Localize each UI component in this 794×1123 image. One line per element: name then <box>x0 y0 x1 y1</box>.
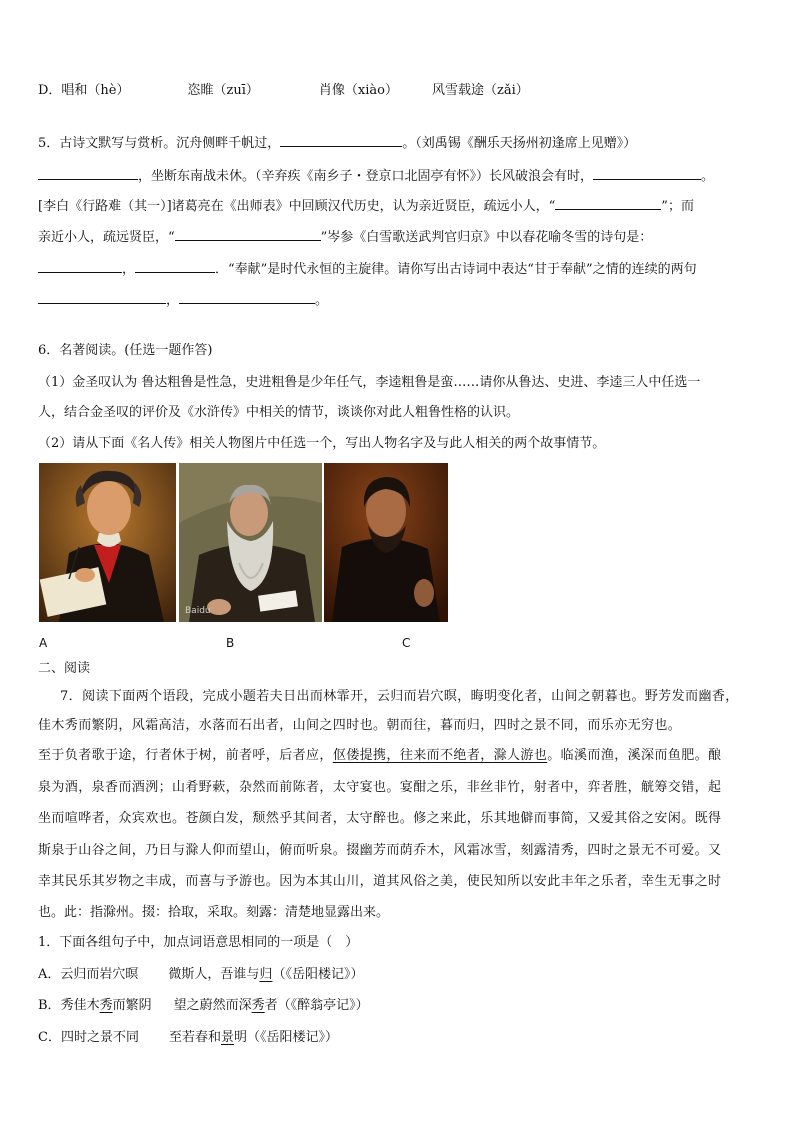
portrait-b-image <box>179 463 322 622</box>
answer-blank[interactable] <box>175 227 321 241</box>
q6-part1-line1: （1）金圣叹认为 鲁达粗鲁是性急，史进粗鲁是少年任气，李逵粗鲁是蛮……请你从鲁达、史进、李逵三人中任选一 <box>38 375 701 390</box>
portrait-b-label: B <box>226 636 235 650</box>
q7-line-1: 7．阅读下面两个语段，完成小题若夫日出而林霏开，云归而岩穴暝，晦明变化者，山间之朝暮也。野芳发而幽香， <box>60 689 739 704</box>
word-fengxue: 风雪载途（zǎi） <box>431 83 529 98</box>
q7-line-2: 佳木秀而繁阴，风霜高洁，水落而石出者，山间之四时也。朝而往，暮而归，四时之景不同，而乐亦无穷也。 <box>38 718 682 733</box>
option-text: 微斯人，吾谁与 <box>168 967 260 982</box>
q5-line-5 <box>38 259 697 280</box>
q5-text: ”岑参《白雪歌送武判官归京》中以春花喻冬雪的诗句是： <box>320 230 653 245</box>
portrait-a-label: A <box>39 636 48 650</box>
q5-text: ，坐断东南战未休。（辛弃疾《南乡子・登京口北固亭有怀》）长风破浪会有时， <box>138 169 594 184</box>
q7-line-6: 斯泉于山谷之间，乃日与滁人仰而望山，俯而听泉。掇幽芳而荫乔木，风霜冰雪，刻露清秀，四时之景无不可爱。又 <box>38 843 722 858</box>
q7-text: 至于负者歌于途，行者休于树，前者呼，后者应， <box>38 748 333 763</box>
q5-line-2 <box>38 166 714 187</box>
q5-line-4 <box>38 227 652 248</box>
option-text: 望之蔚然而深 <box>173 998 252 1013</box>
dotted-word: 秀 <box>99 998 113 1013</box>
portrait-c-image <box>324 463 448 622</box>
dotted-word: 秀 <box>251 998 265 1013</box>
q6-title: 6．名著阅读。(任选一题作答) <box>38 343 213 358</box>
q7-line-5: 坐而喧哗者，众宾欢也。苍颜白发，颓然乎其间者，太守醉也。修之来此，乐其地僻而事简，又爱其俗之安闲。既得 <box>38 811 722 826</box>
q5-line-1 <box>38 133 636 154</box>
q7-line-8: 也。此：指滁州。掇：拾取，采取。刻露：清楚地显露出来。 <box>38 905 390 920</box>
q6-part1-line2: 人，结合金圣叹的评价及《水浒传》中相关的情节，谈谈你对此人粗鲁性格的认识。 <box>38 405 520 420</box>
option-text: 四时之景不同 <box>60 1030 139 1045</box>
answer-blank[interactable] <box>179 290 315 304</box>
option-letter: C． <box>38 1030 61 1045</box>
q5-text: ， <box>166 293 180 308</box>
section-reading-title: 二、阅读 <box>38 661 91 676</box>
beethoven-portrait <box>39 463 176 622</box>
q5-line-6 <box>38 290 328 311</box>
option-text: 云归而岩穴暝 <box>60 967 139 982</box>
option-source: 明（《岳阳楼记》） <box>234 1030 339 1045</box>
q5-text: ”；而 <box>661 199 694 214</box>
option-text: 而繁阴 <box>112 998 152 1013</box>
dotted-word: 归 <box>259 967 273 982</box>
q5-text: [李白《行路难（其一）]诸葛亮在《出师表》中回顾汉代历史，认为亲近贤臣，疏远小人，“ <box>38 199 556 214</box>
q1-stem: 1．下面各组句子中，加点词语意思相同的一项是（ ） <box>38 935 359 950</box>
answer-blank[interactable] <box>280 133 402 147</box>
michelangelo-portrait <box>324 463 448 622</box>
q7-line-7: 幸其民乐其岁物之丰成，而喜与予游也。因为本其山川，道其风俗之美，使民知所以安此丰年之乐者，幸生无事之时 <box>38 874 722 889</box>
option-letter: A． <box>38 967 61 982</box>
q7-text: 。临溪而渔，溪深而鱼肥。酿 <box>547 748 722 763</box>
q7-underlined-phrase: 伛偻提携，往来而不绝者，滁人游也 <box>332 748 548 763</box>
portrait-a-image <box>39 463 176 622</box>
word-zisui: 恣睢（zuī） <box>187 83 259 98</box>
answer-blank[interactable] <box>38 166 138 180</box>
portrait-c-label: C <box>402 636 411 650</box>
q4-option-d <box>38 81 529 101</box>
word-xiaoxiang: 肖像（xiào） <box>318 83 398 98</box>
q5-text: 。 <box>315 293 329 308</box>
option-d-label: D．唱和（hè） <box>38 83 130 98</box>
watermark-text: Baidu <box>185 606 211 616</box>
tolstoy-portrait <box>179 463 322 622</box>
q5-text: 5．古诗文默写与赏析。沉舟侧畔千帆过， <box>38 136 281 151</box>
option-source: （《岳阳楼记》） <box>272 967 364 982</box>
q5-text: 。 <box>701 169 715 184</box>
q7-line-4: 泉为酒，泉香而酒洌；山肴野蔌，杂然而前陈者，太守宴也。宴酣之乐，非丝非竹，射者中，弈者胜，觥筹交错，起 <box>38 780 722 795</box>
q5-line-3 <box>38 196 694 217</box>
answer-blank[interactable] <box>135 259 215 273</box>
q1-option-a[interactable] <box>38 965 363 985</box>
answer-blank[interactable] <box>38 290 166 304</box>
answer-blank[interactable] <box>593 166 701 180</box>
option-letter: B． <box>38 998 61 1013</box>
q5-text: ．“奉献”是时代永恒的主旋律。请你写出古诗词中表达“甘于奉献”之情的连续的两句 <box>215 262 697 277</box>
q5-text: ， <box>122 262 136 277</box>
q7-line-3 <box>38 746 721 766</box>
answer-blank[interactable] <box>555 196 661 210</box>
q5-text: 。（刘禹锡《酬乐天扬州初逢席上见赠》） <box>402 136 637 151</box>
option-text: 秀佳木 <box>60 998 100 1013</box>
q1-option-b[interactable] <box>38 996 369 1016</box>
q5-text: 亲近小人，疏远贤臣，“ <box>38 230 175 245</box>
q6-part2: （2）请从下面《名人传》相关人物图片中任选一个，写出人物名字及与此人相关的两个故事情节。 <box>38 436 606 451</box>
option-source: 者（《醉翁亭记》） <box>264 998 369 1013</box>
answer-blank[interactable] <box>38 259 122 273</box>
q1-option-c[interactable] <box>38 1028 338 1048</box>
dotted-word: 景 <box>220 1030 234 1045</box>
option-text: 至若春和 <box>168 1030 221 1045</box>
